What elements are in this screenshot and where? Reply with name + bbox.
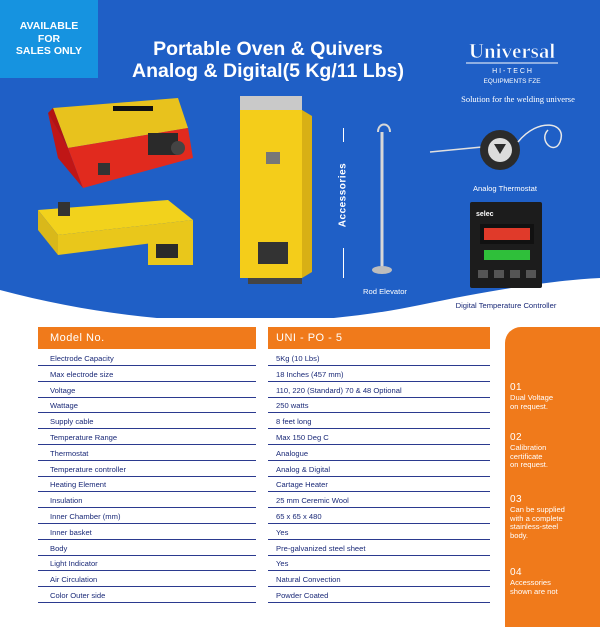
spec-value: Yes (268, 556, 490, 571)
caption-digital-controller: Digital Temperature Controller (455, 301, 557, 310)
table-row (38, 367, 490, 383)
spec-value: Max 150 Deg C (268, 430, 490, 445)
note-text: Dual Voltage (510, 393, 554, 402)
spec-value: 65 x 65 x 480 (268, 509, 490, 524)
accessories-label: Accessories (337, 162, 349, 228)
spec-label: Electrode Capacity (38, 351, 256, 366)
spec-label: Heating Element (38, 477, 256, 492)
spec-value: 5Kg (10 Lbs) (268, 351, 490, 366)
note-item (510, 432, 600, 470)
note-item (510, 567, 600, 596)
table-row (38, 351, 490, 367)
table-row (38, 383, 490, 399)
note-text: with a complete (510, 513, 563, 523)
note-text: stainless-steel (510, 522, 559, 531)
badge-line-1: AVAILABLE (19, 20, 79, 33)
note-item (510, 494, 600, 540)
spec-value: 25 mm Ceremic Wool (268, 493, 490, 508)
spec-label: Supply cable (38, 414, 256, 429)
badge-line-3: SALES ONLY (15, 45, 83, 58)
table-row (38, 414, 490, 430)
note-text: body. (510, 530, 529, 540)
spec-value: 8 feet long (268, 414, 490, 429)
spec-label: Max electrode size (38, 367, 256, 382)
spec-label: Body (38, 541, 256, 556)
table-row (38, 430, 490, 446)
table-row (38, 446, 490, 462)
table-row (38, 556, 490, 572)
yellow-quiver-image (28, 180, 198, 270)
table-row (38, 493, 490, 509)
table-row (38, 477, 490, 493)
table-row (38, 572, 490, 588)
spec-label: Light Indicator (38, 556, 256, 571)
availability-badge (0, 0, 98, 78)
spec-label: Inner Chamber (mm) (38, 509, 256, 524)
logo-wordmark: Universal (468, 39, 556, 63)
note-text: Can be supplied (510, 505, 565, 514)
note-number: 01 (510, 382, 523, 393)
spec-label: Voltage (38, 383, 256, 398)
title-line-2: Analog & Digital(5 Kg/11 Lbs) (132, 60, 404, 82)
spec-value: Analogue (268, 446, 490, 461)
badge-line-2: FOR (37, 32, 61, 45)
spec-label: Air Circulation (38, 572, 256, 587)
note-text: shown are not (510, 586, 558, 596)
table-row (38, 462, 490, 478)
spec-value: Powder Coated (268, 588, 490, 603)
spec-value: Pre-galvanized steel sheet (268, 541, 490, 556)
spec-label: Color Outer side (38, 588, 256, 603)
table-row (38, 541, 490, 557)
caption-rod-elevator: Rod Elevator (363, 287, 407, 296)
note-item (510, 382, 600, 411)
note-text: Calibration (510, 443, 547, 452)
digital-controller-image (466, 200, 546, 290)
spec-label: Inner basket (38, 525, 256, 540)
note-number: 04 (510, 567, 523, 578)
note-text: Accessories (510, 578, 551, 587)
note-text: on request. (510, 401, 548, 411)
analog-thermostat-image (428, 112, 578, 182)
spec-value: Natural Convection (268, 572, 490, 587)
spec-value: 18 Inches (457 mm) (268, 367, 490, 382)
tagline: Solution for the welding universe (461, 94, 575, 104)
note-number: 03 (510, 494, 523, 505)
table-row (38, 398, 490, 414)
spec-label: Temperature Range (38, 430, 256, 445)
spec-value: 110, 220 (Standard) 70 & 48 Optional (268, 383, 490, 398)
spec-value: Analog & Digital (268, 462, 490, 477)
page-title (118, 38, 418, 82)
rod-elevator-image (364, 118, 400, 280)
caption-analog-thermostat: Analog Thermostat (472, 184, 538, 193)
spec-label: Thermostat (38, 446, 256, 461)
table-header-label: Model No. (38, 327, 256, 349)
note-number: 02 (510, 432, 523, 443)
logo-line-2: EQUIPMENTS FZE (483, 78, 541, 85)
spec-value: Cartage Heater (268, 477, 490, 492)
spec-value: 250 watts (268, 398, 490, 413)
title-line-1: Portable Oven & Quivers (153, 38, 383, 60)
spec-label: Wattage (38, 398, 256, 413)
logo-line-1: H I - T E C H (492, 68, 532, 75)
universal-logo (462, 36, 562, 92)
spec-value: Yes (268, 525, 490, 540)
table-row (38, 588, 490, 604)
note-text: on request. (510, 460, 548, 469)
note-text: certificate (510, 451, 543, 461)
table-header-model: UNI - PO - 5 (268, 327, 490, 349)
accessories-divider-bottom (343, 248, 344, 278)
table-row (38, 509, 490, 525)
table-row (38, 525, 490, 541)
tall-yellow-oven-image (228, 92, 318, 287)
spec-label: Temperature controller (38, 462, 256, 477)
controller-brand: selec (476, 211, 494, 218)
spec-label: Insulation (38, 493, 256, 508)
